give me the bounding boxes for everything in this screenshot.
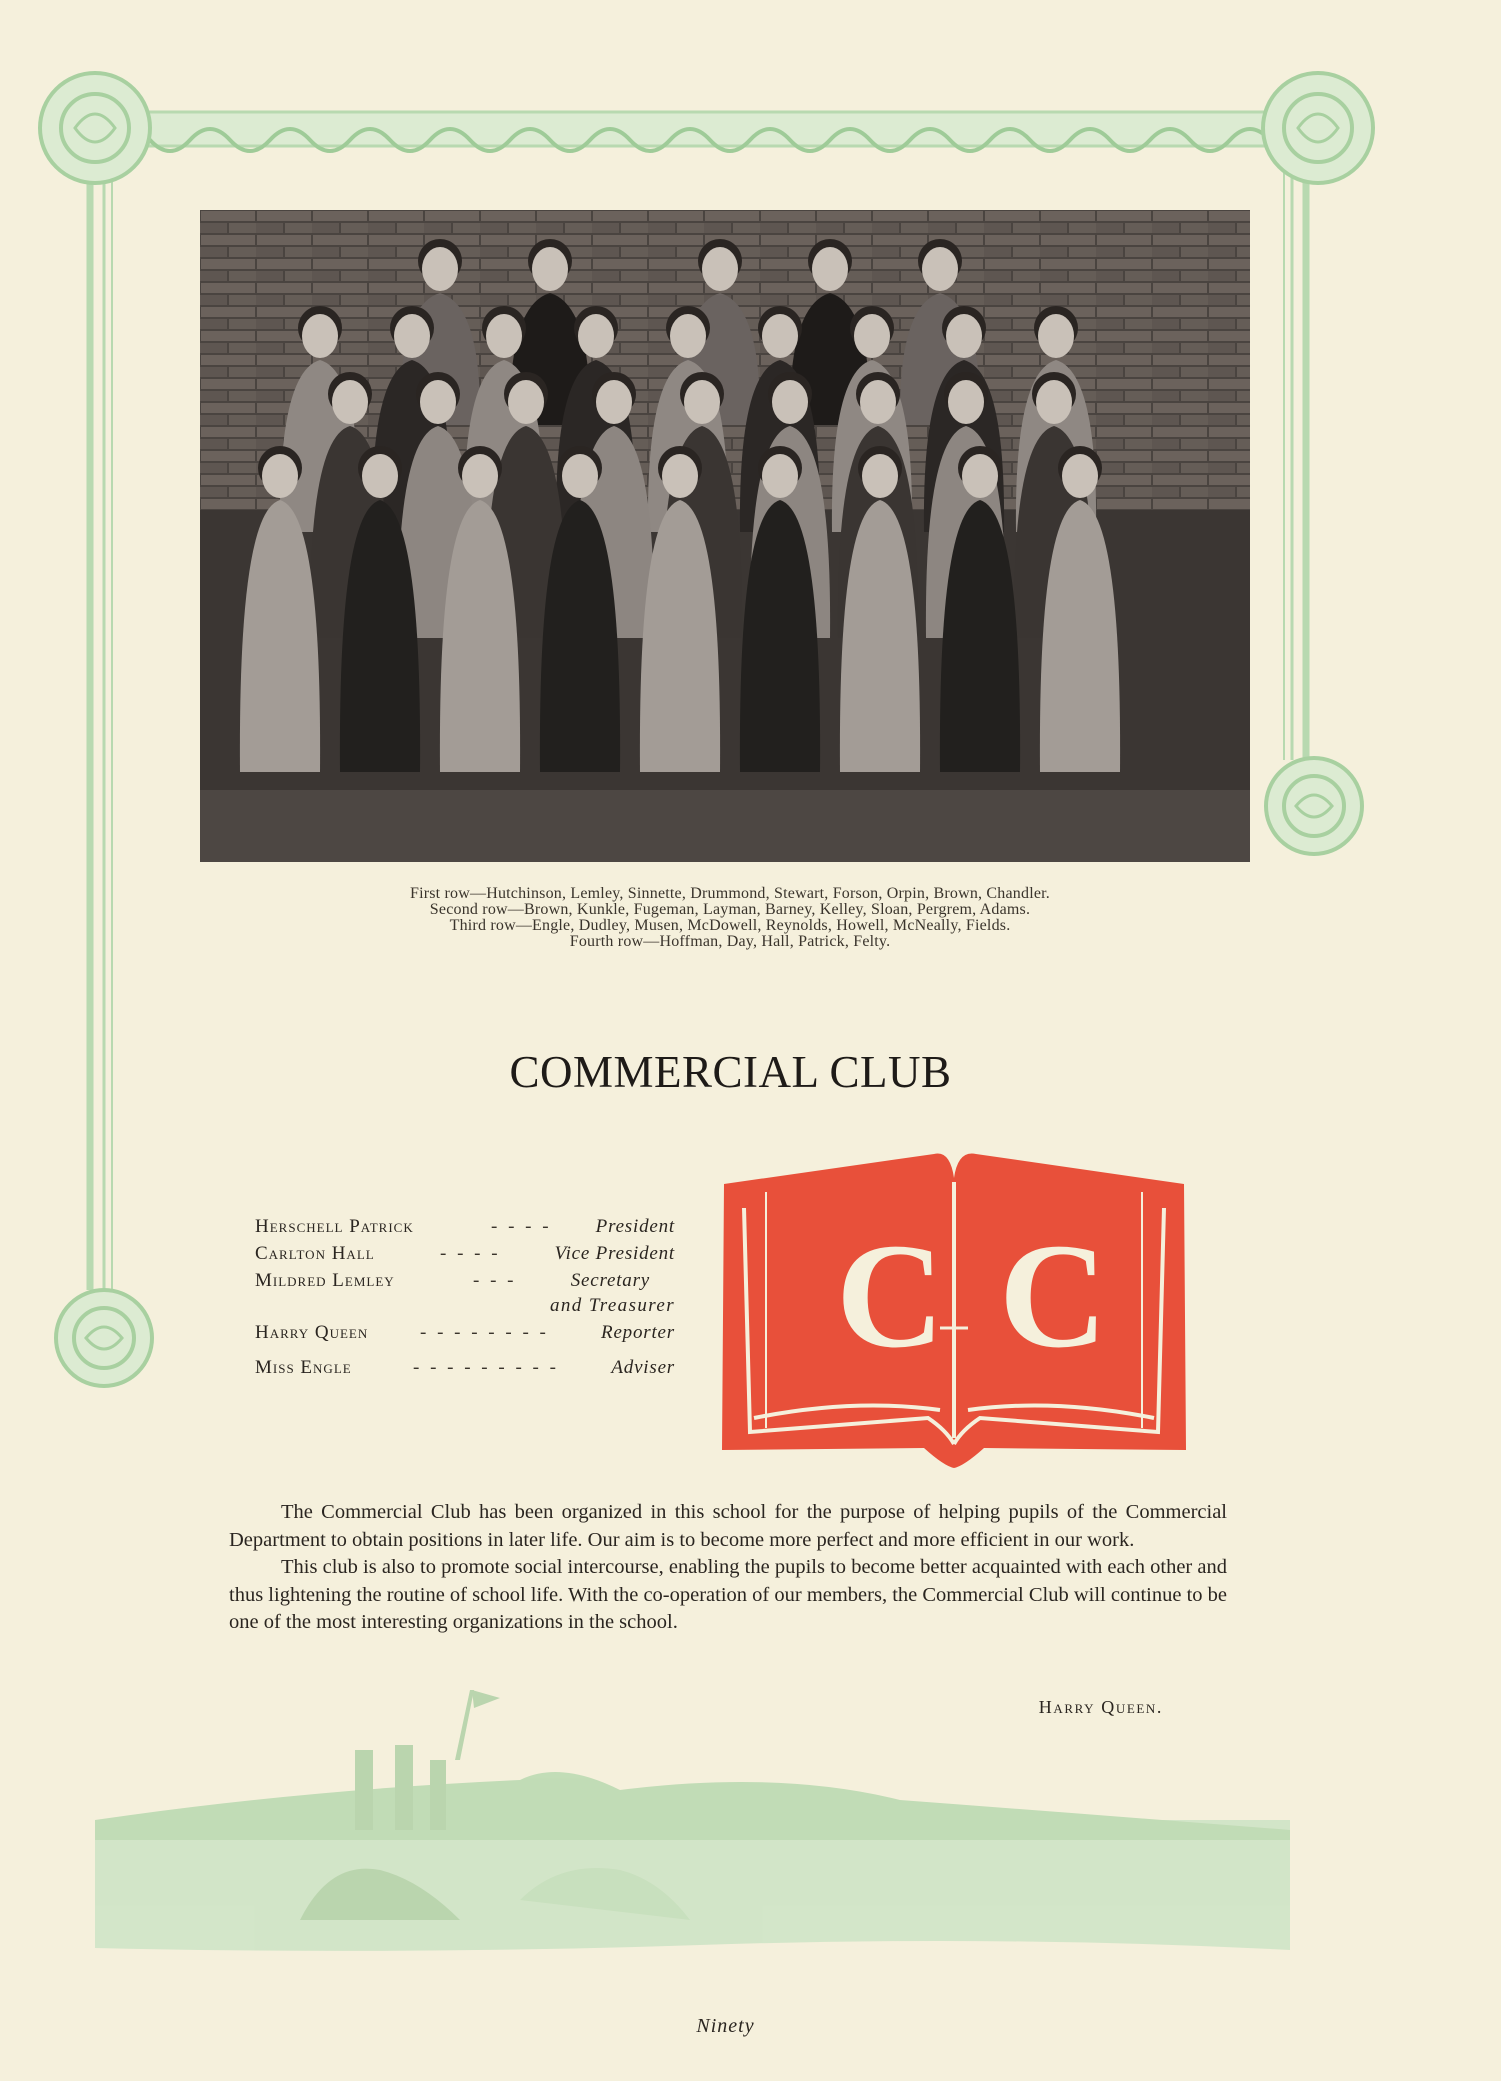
photo-figure-face: [1062, 454, 1098, 498]
page-title: COMMERCIAL CLUB: [509, 1047, 952, 1097]
photo-figure-face: [596, 380, 632, 424]
photo-figure-face: [578, 314, 614, 358]
photo-figure-face: [420, 380, 456, 424]
caption-row-4: Fourth row—Hoffman, Day, Hall, Patrick, Felty.: [569, 933, 891, 950]
photo-figure-face: [702, 247, 738, 291]
photo-figure-face: [262, 454, 298, 498]
emblem-letter-left: C: [836, 1213, 945, 1379]
officer-role-continued: and Treasurer: [549, 1295, 675, 1316]
author-signature: Harry Queen.: [1038, 1697, 1163, 1717]
page-number: Ninety: [696, 2015, 755, 2037]
photo-figure-face: [862, 454, 898, 498]
photo-figure-face: [394, 314, 430, 358]
paragraph: This club is also to promote social intercourse, enabling the pupils to become better acquainted with each other and thus lightening the routine of school life. With the co-operation of our members, the Commercial Club will continue to be one of the most interesting organizations in the school.: [229, 1556, 1227, 1633]
officer-role: Adviser: [611, 1357, 675, 1378]
photo-figure-face: [854, 314, 890, 358]
officer-row: [255, 1322, 675, 1349]
paragraph: The Commercial Club has been organized in this school for the purpose of helping pupils of the Commercial Department to obtain positions in later life. Our aim is to become more perfect and more efficient in our work.: [229, 1501, 1227, 1551]
leader-dots: - - - -: [491, 1216, 552, 1237]
photo-figure-face: [422, 247, 458, 291]
officer-name: Carlton Hall: [255, 1243, 375, 1264]
club-emblem-book: [714, 1148, 1194, 1470]
photo-figure-face: [812, 247, 848, 291]
emblem-letter-right: C: [999, 1213, 1108, 1379]
photo-figure-face: [1038, 314, 1074, 358]
officer-row: [255, 1270, 675, 1322]
photo-figure-face: [762, 454, 798, 498]
officer-name: Miss Engle: [255, 1357, 352, 1378]
officer-role: Secretary: [570, 1270, 650, 1291]
photo-figure-face: [762, 314, 798, 358]
photo-figure-face: [532, 247, 568, 291]
photo-figure-face: [332, 380, 368, 424]
photo-figure-face: [362, 454, 398, 498]
photo-figure-face: [508, 380, 544, 424]
officer-role: Vice President: [554, 1243, 675, 1264]
photo-figure-face: [948, 380, 984, 424]
photo-figure-face: [1036, 380, 1072, 424]
caption-row-2: Second row—Brown, Kunkle, Fugeman, Layman, Barney, Kelley, Sloan, Pergrem, Adams.: [429, 901, 1031, 918]
photo-figure-face: [662, 454, 698, 498]
officer-row: [255, 1243, 675, 1270]
leader-dots: - - - - - - - -: [420, 1322, 549, 1343]
photo-caption: [240, 886, 1220, 950]
leader-dots: - - - -: [440, 1243, 501, 1264]
club-group-photo: [200, 210, 1250, 862]
officer-name: Mildred Lemley: [255, 1270, 395, 1291]
leader-dots: - - - - - - - - -: [413, 1357, 559, 1378]
photo-figure-face: [462, 454, 498, 498]
photo-figure-face: [302, 314, 338, 358]
photo-figure-face: [562, 454, 598, 498]
caption-row-3: Third row—Engle, Dudley, Musen, McDowell, Reynolds, Howell, McNeally, Fields.: [449, 917, 1011, 934]
officer-list: [255, 1216, 675, 1384]
officer-name: Harry Queen: [255, 1322, 369, 1343]
photo-figure-face: [946, 314, 982, 358]
officer-row: [255, 1216, 675, 1243]
officer-row: [255, 1357, 675, 1384]
leader-dots: - - -: [473, 1270, 517, 1291]
photo-figure-face: [486, 314, 522, 358]
photo-figure-face: [962, 454, 998, 498]
caption-row-1: First row—Hutchinson, Lemley, Sinnette, Drummond, Stewart, Forson, Orpin, Brown, Chandler.: [409, 885, 1050, 902]
officer-name: Herschell Patrick: [255, 1216, 414, 1237]
photo-figure-face: [684, 380, 720, 424]
photo-figure-face: [922, 247, 958, 291]
photo-figure-face: [860, 380, 896, 424]
photo-figure-face: [670, 314, 706, 358]
photo-figure-face: [772, 380, 808, 424]
officer-role: President: [595, 1216, 675, 1237]
officer-role: Reporter: [601, 1322, 675, 1343]
club-description: [229, 1499, 1227, 1637]
